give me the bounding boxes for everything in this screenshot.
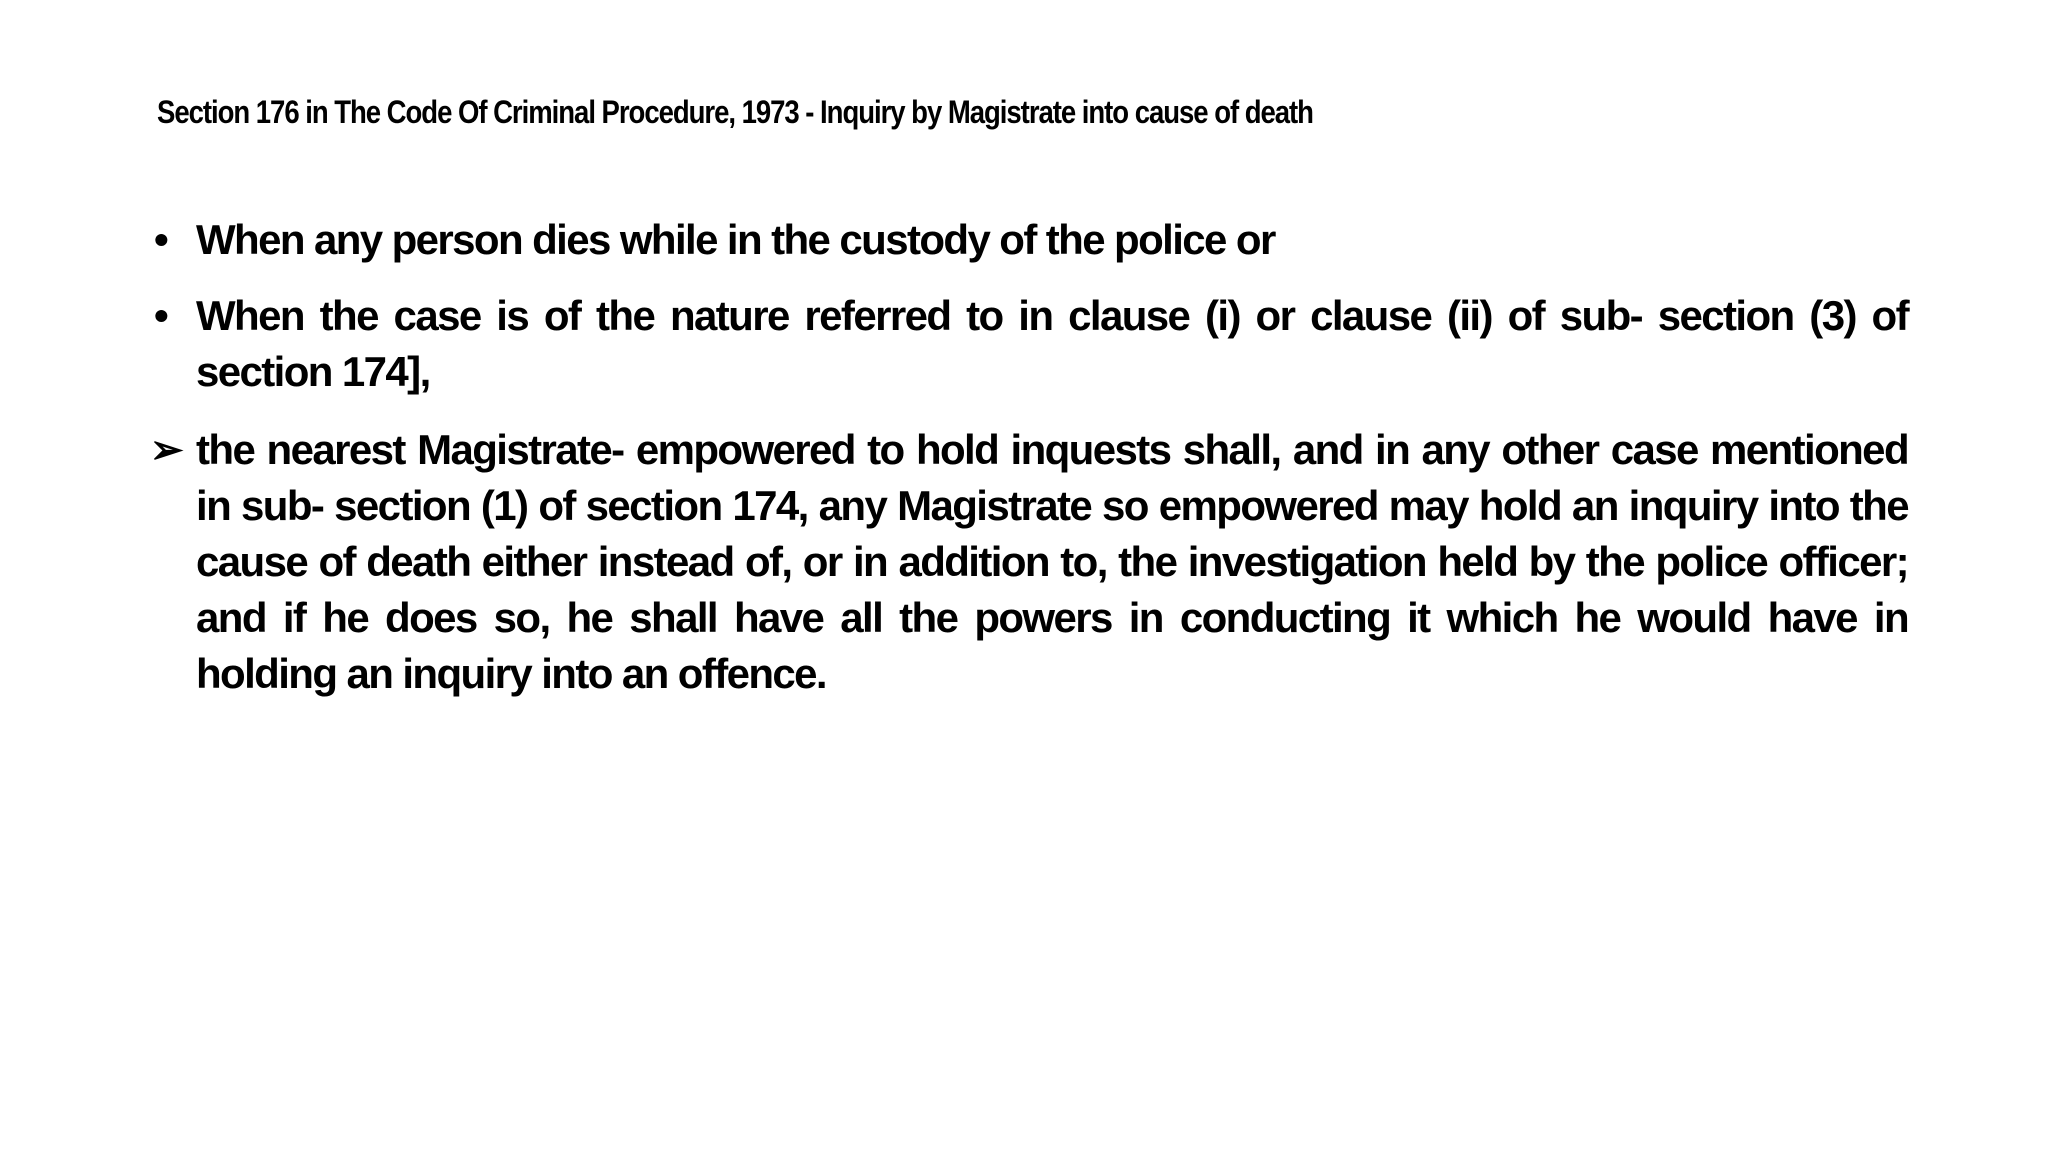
- bullet-text: When the case is of the nature referred to in clause (i) or clause (ii) of sub- section (3) of section 174],: [196, 292, 1908, 395]
- bullet-text: When any person dies while in the custody of the police or: [196, 216, 1275, 263]
- bullet-text: the nearest Magistrate- empowered to hold inquests shall, and in any other case mentioned in sub- section (1) of section 174, any Magistrate so empowered may hold an inquiry into the cause of death either instead of, or in addition to, the investigation held by the police officer; and if he does so, he shall have all the powers in conducting it which he would have in holding an inquiry into an offence.: [196, 426, 1908, 697]
- arrow-bullet-item: [150, 422, 1908, 702]
- bullet-list: [150, 212, 1908, 702]
- bullet-icon: •: [154, 292, 168, 339]
- bullet-item: [150, 212, 1908, 268]
- bullet-item: [150, 288, 1908, 400]
- arrow-bullet-icon: ➢: [150, 428, 182, 472]
- bullet-icon: •: [154, 216, 168, 263]
- slide-title: Section 176 in The Code Of Criminal Procedure, 1973 - Inquiry by Magistrate into cause of death: [157, 94, 1313, 130]
